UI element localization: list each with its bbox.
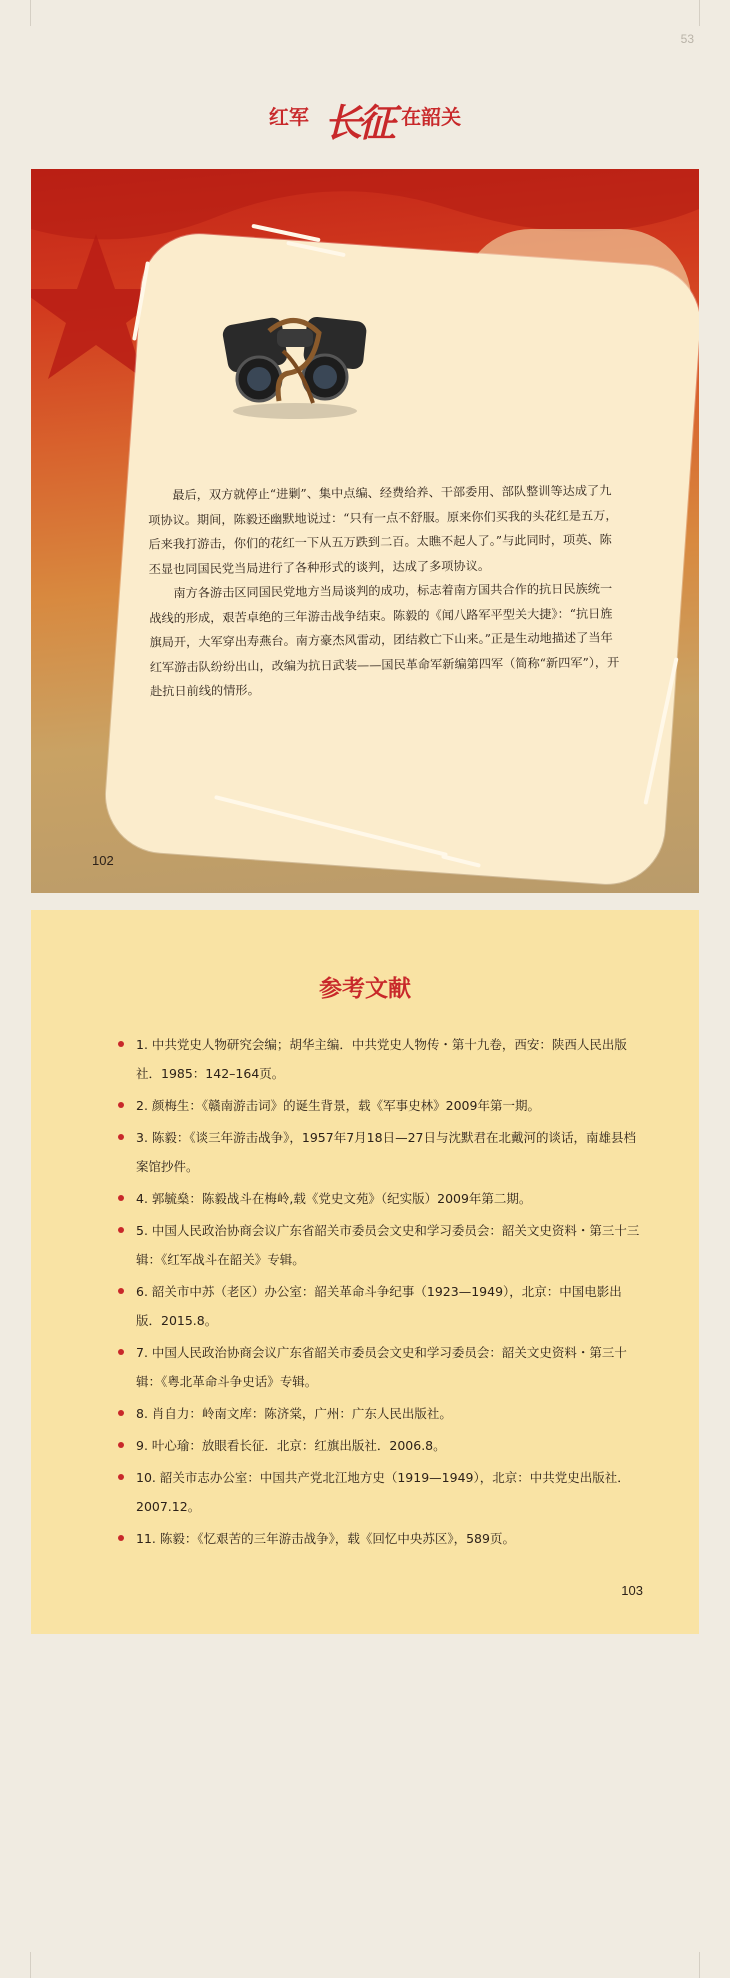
reference-item <box>118 1216 643 1274</box>
reference-item <box>118 1091 643 1120</box>
reference-item <box>118 1399 643 1428</box>
bullet-icon <box>118 1474 124 1480</box>
crop-mark <box>30 0 31 26</box>
reference-item <box>118 1431 643 1460</box>
page-number-103: 103 <box>621 1583 643 1598</box>
bullet-icon <box>118 1195 124 1201</box>
references-page-103 <box>31 910 699 1634</box>
bullet-icon <box>118 1349 124 1355</box>
bullet-icon <box>118 1288 124 1294</box>
bullet-icon <box>118 1041 124 1047</box>
reference-item <box>118 1123 643 1181</box>
reference-text: 6. 韶关市中苏（老区）办公室：韶关革命斗争纪事（1923—1949），北京：中国电影出版．2015.8。 <box>136 1284 622 1328</box>
reference-item <box>118 1338 643 1396</box>
bullet-icon <box>118 1535 124 1541</box>
references-title: 参考文献 <box>319 975 411 1002</box>
page-number: 53 <box>680 32 694 46</box>
reference-item <box>118 1184 643 1213</box>
reference-text: 1. 中共党史人物研究会编；胡华主编．中共党史人物传・第十九卷，西安：陕西人民出版社．1985：142–164页。 <box>136 1037 627 1081</box>
page-number-102: 102 <box>92 853 114 868</box>
reference-text: 11. 陈毅：《忆艰苦的三年游击战争》，载《回忆中央苏区》，589页。 <box>136 1531 515 1546</box>
crop-mark <box>30 1952 31 1978</box>
bullet-icon <box>118 1410 124 1416</box>
bullet-icon <box>118 1134 124 1140</box>
crop-mark <box>699 1952 700 1978</box>
reference-text: 3. 陈毅：《谈三年游击战争》，1957年7月18日—27日与沈默君在北戴河的谈话，南雄县档案馆抄件。 <box>136 1130 636 1174</box>
story-paragraph: 最后，双方就停止“进剿”、集中点编、经费给养、干部委用、部队整训等达成了九项协议。期间，陈毅还幽默地说过：“只有一点不舒服。原来你们买我的头花红是五万，后来我打游击，你们的花红一下从五万跌到二百。太瞧不起人了。”与此同时，项英、陈丕显也同国民党当局进行了各种形式的谈判，达成了多项协议。 <box>148 483 618 576</box>
reference-item <box>118 1524 643 1553</box>
crop-mark <box>699 0 700 26</box>
reference-text: 9. 叶心瑜：放眼看长征．北京：红旗出版社．2006.8。 <box>136 1438 446 1453</box>
reference-text: 10. 韶关市志办公室：中国共产党北江地方史（1919—1949），北京：中共党史出版社．2007.12。 <box>136 1470 630 1514</box>
reference-text: 5. 中国人民政治协商会议广东省韶关市委员会文史和学习委员会：韶关文史资料・第三十三辑：《红军战斗在韶关》专辑。 <box>136 1223 640 1267</box>
story-paragraph: 南方各游击区同国民党地方当局谈判的成功，标志着南方国共合作的抗日民族统一战线的形成，艰苦卓绝的三年游击战争结束。陈毅的《闻八路军平型关大捷》：“抗日旌旗局开，大军穿出寿燕台。南方豪杰风雷动，团结救亡下山来。”正是生动地描述了当年红军游击队纷纷出山，改编为抗日武装——国民革命军新编第四军（简称“新四军”），开赴抗日前线的情形。 <box>149 581 620 699</box>
header-part-1: 红军 <box>268 105 309 129</box>
story-body-text <box>148 479 620 704</box>
binoculars-image <box>217 311 373 421</box>
bullet-icon <box>118 1442 124 1448</box>
reference-text: 2. 颜梅生：《赣南游击词》的诞生背景，载《军事史林》2009年第一期。 <box>136 1098 540 1113</box>
bullet-icon <box>118 1227 124 1233</box>
header-calligraphy: 长征 <box>323 100 392 145</box>
book-header-logo <box>0 92 730 147</box>
story-page-102 <box>31 169 699 893</box>
reference-text: 8. 肖自力：岭南文库：陈济棠，广州：广东人民出版社。 <box>136 1406 452 1421</box>
header-part-2: 在韶关 <box>401 105 462 129</box>
reference-item <box>118 1463 643 1521</box>
references-list <box>118 1030 643 1556</box>
reference-text: 7. 中国人民政治协商会议广东省韶关市委员会文史和学习委员会：韶关文史资料・第三十辑：《粤北革命斗争史话》专辑。 <box>136 1345 627 1389</box>
bullet-icon <box>118 1102 124 1108</box>
reference-item <box>118 1030 643 1088</box>
reference-item <box>118 1277 643 1335</box>
reference-text: 4. 郭毓燊：陈毅战斗在梅岭,载《党史文苑》（纪实版）2009年第二期。 <box>136 1191 532 1206</box>
